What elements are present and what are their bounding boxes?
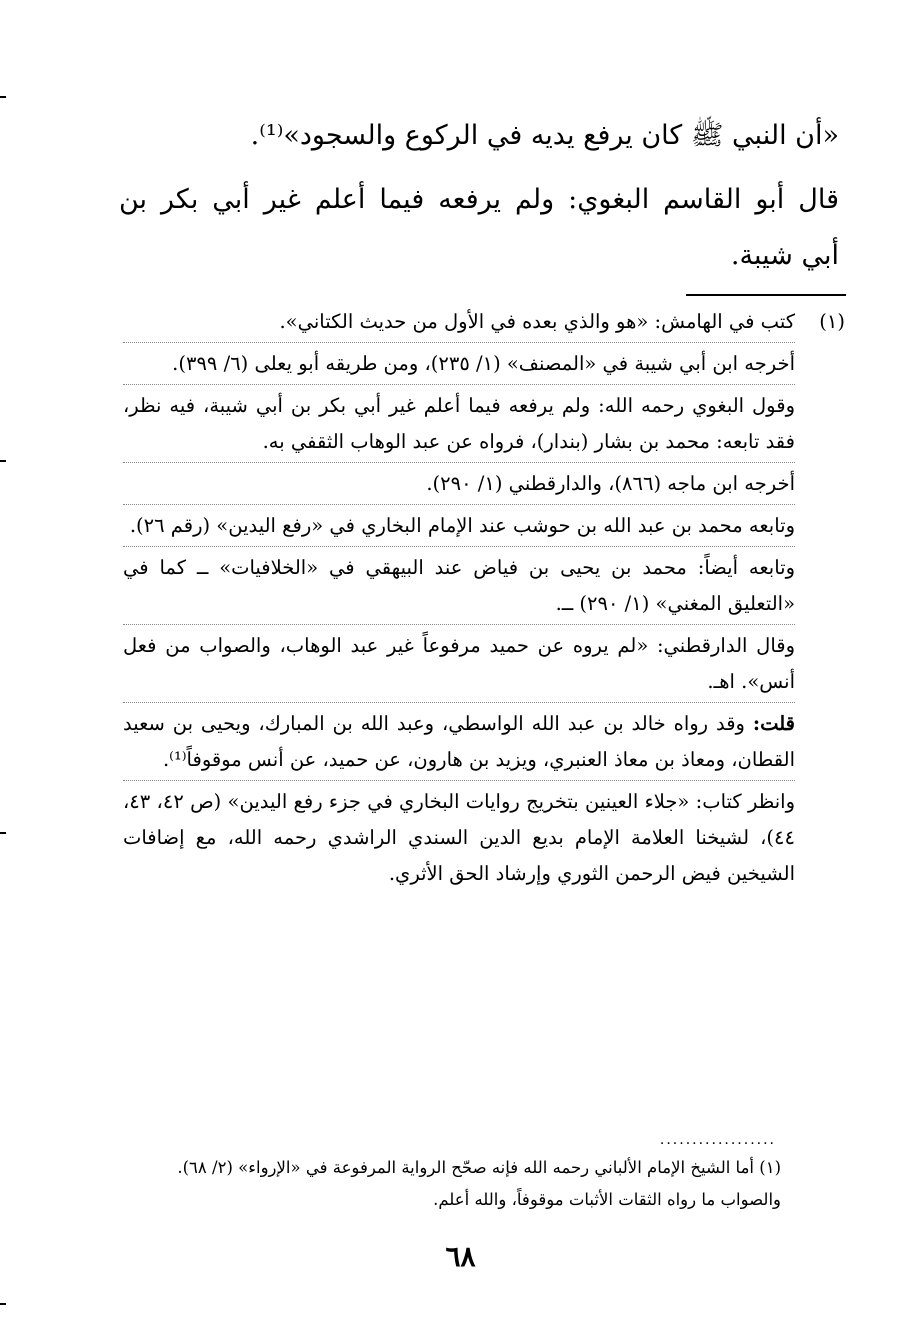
subnote: [121, 1152, 781, 1216]
footnote-number: (١): [819, 310, 845, 333]
subnote-line-2: والصواب ما رواه الثقات الأثبات موقوفاً، والله أعلم.: [433, 1190, 781, 1209]
scan-edge-mark: [0, 832, 6, 834]
footnote-paragraph: أخرجه ابن ماجه (٨٦٦)، والدارقطني (١/ ٢٩٠).: [123, 463, 795, 505]
page-number: ٦٨: [445, 1240, 476, 1273]
footnote-paragraph: كتب في الهامش: «هو والذي بعده في الأول من حديث الكتاني».: [123, 304, 795, 343]
comment-line-2: أبي شيبة.: [730, 240, 839, 271]
scan-edge-mark: [0, 460, 6, 462]
footnote-paragraph: وقال الدارقطني: «لم يروه عن حميد مرفوعاً غير عبد الوهاب، والصواب من فعل أنس». اهـ.: [123, 625, 795, 703]
footnote-paragraph: وتابعه أيضاً: محمد بن يحيى بن فياض عند البيهقي في «الخلافيات» ــ كما في «التعليق المغني» (١/ ٢٩٠) ــ.: [123, 547, 795, 625]
hadith-line: «أن النبي ﷺ كان يرفع يديه في الركوع والسجود»⁽¹⁾.: [250, 120, 839, 151]
footnote-paragraph: وانظر كتاب: «جلاء العينين بتخريج روايات البخاري في جزء رفع اليدين» (ص ٤٢، ٤٣، ٤٤)، لشيخنا العلامة الإمام بديع الدين السندي الراشدي رحمه الله، مع إضافات الشيخين فيض الرحمن الثوري وإرشاد الحق الأثري.: [123, 790, 795, 885]
qultu-label: قلت:: [752, 712, 795, 735]
subnote-dotted-separator: ..................: [659, 1132, 776, 1148]
footnote-body: [123, 304, 795, 894]
scan-edge-mark: [0, 96, 6, 98]
footnote-paragraph: أخرجه ابن أبي شيبة في «المصنف» (١/ ٢٣٥)، ومن طريقه أبو يعلى (٦/ ٣٩٩).: [123, 343, 795, 385]
comment-line-1: قال أبو القاسم البغوي: ولم يرفعه فيما أعلم غير أبي بكر بن: [119, 184, 839, 215]
footnote-paragraph: وقول البغوي رحمه الله: ولم يرفعه فيما أعلم غير أبي بكر بن أبي شيبة، فيه نظر، فقد تابعه: محمد بن بشار (بندار)، فرواه عن عبد الوهاب الثقفي به.: [123, 385, 795, 463]
qultu-text: وقد رواه خالد بن عبد الله الواسطي، وعبد الله بن المبارك، ويحيى بن سعيد القطان، ومعاذ بن معاذ العنبري، ويزيد بن هارون، عن حميد، عن أنس موقوفاً⁽¹⁾.: [123, 712, 795, 771]
footnote: [123, 304, 845, 894]
scan-edge-mark: [0, 1303, 6, 1305]
footnote-paragraph-qultu: [123, 703, 795, 781]
main-text: [119, 108, 839, 284]
footnote-separator: [686, 294, 846, 296]
footnote-row: [123, 304, 845, 894]
footnote-paragraph: وتابعه محمد بن عبد الله بن حوشب عند الإمام البخاري في «رفع اليدين» (رقم ٢٦).: [123, 505, 795, 547]
subnote-line-1: (١) أما الشيخ الإمام الألباني رحمه الله فإنه صحّح الرواية المرفوعة في «الإرواء» (٢/ ٦٨).: [177, 1158, 781, 1177]
